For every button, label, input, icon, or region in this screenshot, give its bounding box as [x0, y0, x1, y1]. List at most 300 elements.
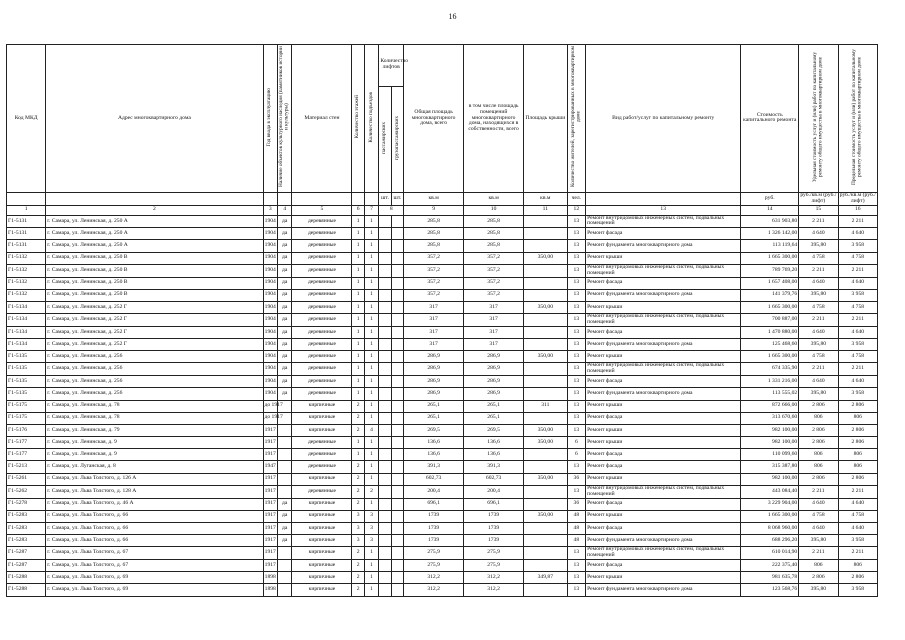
cell-entrances: 1	[364, 412, 378, 424]
cell-repair-cost: 313 670,60	[741, 412, 799, 424]
header-roof-area: Площадь крыши	[524, 45, 567, 193]
cell-address: г. Самара, ул. Льва Толстого, д. 67	[46, 560, 263, 572]
cell-residents: 48	[567, 522, 586, 534]
cell-entrances: 1	[364, 449, 378, 461]
cell-floors: 1	[352, 277, 364, 289]
cell-total-area: 602,73	[404, 473, 464, 485]
cell-address: г. Самара, ул. Льва Толстого, д. 69	[46, 572, 263, 584]
cell-elevators-passenger	[379, 510, 391, 522]
cell-repair-cost: 1 657 408,00	[741, 277, 799, 289]
table-row	[7, 572, 878, 584]
table-row	[7, 535, 878, 547]
cell-repair-cost: 982 100,00	[741, 473, 799, 485]
unit-cell	[277, 192, 291, 205]
unit-cell	[46, 192, 263, 205]
cell-elevators-passenger	[379, 363, 391, 376]
cell-unit-cost: 4 640	[799, 376, 838, 388]
cell-year: 1904	[263, 339, 277, 351]
cell-private-area: 357,2	[464, 277, 524, 289]
cell-roof-area	[524, 289, 567, 301]
cell-work-type: Ремонт внутридомовых инженерных систем, подвальных помещений	[586, 547, 741, 560]
cell-total-area: 136,6	[404, 437, 464, 449]
cell-roof-area	[524, 498, 567, 510]
table-row	[7, 437, 878, 449]
cell-private-area: 286,9	[464, 376, 524, 388]
cell-total-area: 286,9	[404, 363, 464, 376]
cell-year: до 1917	[263, 412, 277, 424]
cell-mkd-code: Г1-5132	[7, 277, 46, 289]
table-row	[7, 228, 878, 240]
cell-unit-cost: 4 758	[799, 510, 838, 522]
cell-total-area: 269,5	[404, 424, 464, 436]
cell-private-area: 1739	[464, 510, 524, 522]
cell-entrances: 1	[364, 314, 378, 327]
cell-elevators-passenger	[379, 461, 391, 473]
table-row	[7, 240, 878, 252]
cell-entrances: 1	[364, 301, 378, 313]
cell-wall-material: кирпичные	[292, 412, 352, 424]
cell-floors: 1	[352, 351, 364, 363]
cell-elevators-passenger	[379, 560, 391, 572]
cell-private-area: 357,2	[464, 252, 524, 264]
cell-roof-area	[524, 485, 567, 498]
cell-residents: 48	[567, 510, 586, 522]
cell-elevators-cargo	[391, 547, 403, 560]
cell-heritage	[277, 547, 291, 560]
column-number: 2	[46, 205, 263, 215]
column-number: 16	[838, 205, 877, 215]
cell-wall-material: деревянные	[292, 326, 352, 338]
cell-entrances: 1	[364, 584, 378, 596]
cell-unit-cost: 2 211	[799, 485, 838, 498]
cell-heritage: да	[277, 326, 291, 338]
cell-repair-cost: 1 665 300,00	[741, 301, 799, 313]
cell-elevators-passenger	[379, 437, 391, 449]
cell-year: 1947	[263, 461, 277, 473]
cell-unit-cost: 2 806	[799, 424, 838, 436]
cell-roof-area	[524, 314, 567, 327]
cell-elevators-passenger	[379, 473, 391, 485]
cell-mkd-code: Г1-5131	[7, 240, 46, 252]
cell-wall-material: кирпичные	[292, 584, 352, 596]
cell-elevators-cargo	[391, 339, 403, 351]
cell-unit-cost: 806	[799, 449, 838, 461]
cell-mkd-code: Г1-5132	[7, 264, 46, 277]
cell-unit-cost: 395,80	[799, 584, 838, 596]
cell-wall-material: деревянные	[292, 376, 352, 388]
cell-total-area: 1739	[404, 535, 464, 547]
cell-total-area: 285,8	[404, 240, 464, 252]
cell-unit-cost: 806	[799, 560, 838, 572]
cell-repair-cost: 1 326 142,00	[741, 228, 799, 240]
column-number: 14	[741, 205, 799, 215]
table-row	[7, 522, 878, 534]
cell-work-type: Ремонт внутридомовых инженерных систем, подвальных помещений	[586, 215, 741, 228]
cell-limit-cost: 3 958	[838, 289, 877, 301]
cell-total-area: 285,8	[404, 228, 464, 240]
cell-work-type: Ремонт фасада	[586, 412, 741, 424]
unit-cell	[263, 192, 277, 205]
cell-wall-material: кирпичные	[292, 510, 352, 522]
cell-limit-cost: 2 211	[838, 363, 877, 376]
capital-repair-table	[6, 44, 878, 597]
cell-floors: 1	[352, 363, 364, 376]
cell-address: г. Самара, ул. Льва Толстого, д. 67	[46, 547, 263, 560]
unit-cell	[364, 192, 378, 205]
cell-heritage: да	[277, 388, 291, 400]
header-private-area: в том числе площадь помещений многоквартирного дома, находящихся в собственности, всего	[464, 45, 524, 193]
cell-year: 1904	[263, 277, 277, 289]
table-row	[7, 215, 878, 228]
column-number: 8	[379, 205, 404, 215]
cell-address: г. Самара, ул. Ленинская, д. 256	[46, 376, 263, 388]
cell-entrances: 3	[364, 522, 378, 534]
cell-residents: 13	[567, 388, 586, 400]
cell-heritage: да	[277, 376, 291, 388]
header-code: Код МКД	[7, 45, 46, 193]
cell-residents: 13	[567, 363, 586, 376]
cell-address: г. Самара, ул. Льва Толстого, д. 66	[46, 510, 263, 522]
cell-floors: 2	[352, 572, 364, 584]
cell-residents: 13	[567, 228, 586, 240]
cell-elevators-cargo	[391, 277, 403, 289]
cell-mkd-code: Г1-5287	[7, 547, 46, 560]
cell-floors: 2	[352, 584, 364, 596]
unit-elev-c: шт.	[391, 192, 403, 205]
cell-unit-cost: 2 211	[799, 547, 838, 560]
unit-cell	[292, 192, 352, 205]
cell-total-area: 1739	[404, 510, 464, 522]
cell-elevators-cargo	[391, 510, 403, 522]
cell-private-area: 317	[464, 339, 524, 351]
cell-year: 1898	[263, 572, 277, 584]
cell-year: 1904	[263, 388, 277, 400]
cell-year: 1904	[263, 264, 277, 277]
cell-total-area: 286,9	[404, 388, 464, 400]
cell-repair-cost: 700 887,00	[741, 314, 799, 327]
cell-entrances: 1	[364, 560, 378, 572]
cell-mkd-code: Г1-5177	[7, 449, 46, 461]
cell-unit-cost: 395,80	[799, 388, 838, 400]
cell-residents: 13	[567, 351, 586, 363]
cell-roof-area	[524, 277, 567, 289]
cell-address: г. Самара, ул. Ленинская, д. 252 Г	[46, 314, 263, 327]
table-row	[7, 289, 878, 301]
cell-address: г. Самара, ул. Ленинская, д. 252 Г	[46, 326, 263, 338]
cell-private-area: 200,4	[464, 485, 524, 498]
column-number: 13	[586, 205, 741, 215]
cell-elevators-passenger	[379, 289, 391, 301]
cell-heritage: да	[277, 510, 291, 522]
cell-limit-cost: 4 640	[838, 376, 877, 388]
cell-floors: 1	[352, 388, 364, 400]
cell-heritage: да	[277, 301, 291, 313]
cell-wall-material: деревянные	[292, 215, 352, 228]
table-row	[7, 376, 878, 388]
cell-elevators-cargo	[391, 301, 403, 313]
cell-total-area: 1739	[404, 522, 464, 534]
cell-year: 1904	[263, 301, 277, 313]
cell-limit-cost: 4 640	[838, 498, 877, 510]
table-row	[7, 424, 878, 436]
cell-roof-area	[524, 215, 567, 228]
cell-repair-cost: 125 468,60	[741, 339, 799, 351]
cell-entrances: 1	[364, 240, 378, 252]
cell-elevators-cargo	[391, 252, 403, 264]
cell-work-type: Ремонт фундамента многоквартирного дома	[586, 289, 741, 301]
cell-elevators-cargo	[391, 449, 403, 461]
cell-total-area: 391,3	[404, 461, 464, 473]
table-row	[7, 461, 878, 473]
header-elevators: Количество лифтов	[379, 45, 404, 87]
cell-heritage: да	[277, 215, 291, 228]
cell-year: 1904	[263, 351, 277, 363]
cell-roof-area	[524, 461, 567, 473]
cell-address: г. Самара, ул. Ленинская, д. 250 В	[46, 289, 263, 301]
cell-year: 1904	[263, 376, 277, 388]
cell-limit-cost: 4 640	[838, 326, 877, 338]
cell-repair-cost: 141 379,76	[741, 289, 799, 301]
column-number: 1	[7, 205, 46, 215]
cell-mkd-code: Г1-5132	[7, 289, 46, 301]
cell-year: до 1917	[263, 400, 277, 412]
cell-mkd-code: Г1-5134	[7, 301, 46, 313]
cell-address: г. Самара, ул. Ленинская, д. 252 Г	[46, 339, 263, 351]
cell-elevators-passenger	[379, 301, 391, 313]
cell-unit-cost: 2 806	[799, 437, 838, 449]
cell-year: 1904	[263, 326, 277, 338]
cell-elevators-passenger	[379, 388, 391, 400]
cell-elevators-passenger	[379, 572, 391, 584]
cell-roof-area	[524, 228, 567, 240]
cell-roof-area	[524, 240, 567, 252]
cell-wall-material: деревянные	[292, 301, 352, 313]
cell-work-type: Ремонт фасада	[586, 522, 741, 534]
cell-heritage: да	[277, 351, 291, 363]
cell-limit-cost: 3 958	[838, 584, 877, 596]
table-row	[7, 485, 878, 498]
cell-address: г. Самара, ул. Льва Толстого, д. 69	[46, 584, 263, 596]
cell-total-area: 696,1	[404, 498, 464, 510]
cell-mkd-code: Г1-5131	[7, 228, 46, 240]
cell-roof-area: 350,00	[524, 473, 567, 485]
cell-residents: 13	[567, 264, 586, 277]
page-number: 16	[448, 12, 457, 21]
cell-total-area: 265,1	[404, 412, 464, 424]
cell-heritage: да	[277, 339, 291, 351]
cell-elevators-cargo	[391, 215, 403, 228]
cell-heritage	[277, 437, 291, 449]
cell-floors: 3	[352, 510, 364, 522]
cell-work-type: Ремонт внутридомовых инженерных систем, подвальных помещений	[586, 264, 741, 277]
cell-mkd-code: Г1-5175	[7, 412, 46, 424]
cell-floors: 2	[352, 424, 364, 436]
cell-address: г. Самара, ул. Ленинская, д. 250 В	[46, 277, 263, 289]
cell-wall-material: деревянные	[292, 277, 352, 289]
cell-private-area: 312,2	[464, 572, 524, 584]
cell-unit-cost: 395,80	[799, 339, 838, 351]
cell-address: г. Самара, ул. Ленинская, д. 250 А	[46, 228, 263, 240]
cell-year: 1917	[263, 437, 277, 449]
column-numbers-row	[7, 205, 878, 215]
cell-residents: 13	[567, 572, 586, 584]
cell-repair-cost: 113 555,02	[741, 388, 799, 400]
cell-floors: 2	[352, 547, 364, 560]
cell-private-area: 317	[464, 326, 524, 338]
cell-address: г. Самара, ул. Ленинская, д. 250 А	[46, 215, 263, 228]
cell-unit-cost: 2 806	[799, 572, 838, 584]
cell-entrances: 1	[364, 572, 378, 584]
cell-entrances: 1	[364, 547, 378, 560]
cell-roof-area: 350,00	[524, 351, 567, 363]
cell-total-area: 200,4	[404, 485, 464, 498]
column-number: 15	[799, 205, 838, 215]
cell-address: г. Самара, ул. Льва Толстого, д. 66	[46, 535, 263, 547]
cell-repair-cost: 222 375,40	[741, 560, 799, 572]
table-row	[7, 498, 878, 510]
cell-mkd-code: Г1-5134	[7, 314, 46, 327]
cell-unit-cost: 4 758	[799, 301, 838, 313]
cell-limit-cost: 806	[838, 560, 877, 572]
cell-entrances: 1	[364, 326, 378, 338]
cell-elevators-cargo	[391, 264, 403, 277]
cell-roof-area: 350,00	[524, 424, 567, 436]
cell-mkd-code: Г1-5288	[7, 572, 46, 584]
cell-entrances: 1	[364, 339, 378, 351]
cell-mkd-code: Г1-5288	[7, 584, 46, 596]
cell-mkd-code: Г1-5134	[7, 326, 46, 338]
header-residents: Количество жителей, зарегистрированных в многоквартирном доме	[567, 45, 586, 193]
table-row	[7, 264, 878, 277]
cell-elevators-cargo	[391, 314, 403, 327]
cell-elevators-passenger	[379, 412, 391, 424]
cell-elevators-cargo	[391, 461, 403, 473]
cell-elevators-passenger	[379, 277, 391, 289]
cell-work-type: Ремонт крыши	[586, 510, 741, 522]
cell-unit-cost: 4 640	[799, 326, 838, 338]
cell-residents: 13	[567, 289, 586, 301]
cell-private-area: 286,9	[464, 388, 524, 400]
cell-roof-area	[524, 363, 567, 376]
cell-repair-cost: 1 665 300,00	[741, 252, 799, 264]
cell-repair-cost: 8 068 960,00	[741, 522, 799, 534]
cell-elevators-cargo	[391, 400, 403, 412]
cell-roof-area	[524, 522, 567, 534]
cell-mkd-code: Г1-5134	[7, 339, 46, 351]
cell-private-area: 265,1	[464, 412, 524, 424]
cell-unit-cost: 395,80	[799, 240, 838, 252]
cell-private-area: 285,8	[464, 240, 524, 252]
cell-unit-cost: 395,80	[799, 289, 838, 301]
cell-entrances: 2	[364, 485, 378, 498]
cell-unit-cost: 4 640	[799, 277, 838, 289]
cell-elevators-cargo	[391, 412, 403, 424]
table-row	[7, 252, 878, 264]
cell-floors: 1	[352, 228, 364, 240]
cell-elevators-passenger	[379, 584, 391, 596]
cell-heritage	[277, 473, 291, 485]
cell-elevators-passenger	[379, 522, 391, 534]
cell-year: 1917	[263, 510, 277, 522]
cell-roof-area	[524, 388, 567, 400]
cell-heritage: да	[277, 363, 291, 376]
cell-work-type: Ремонт фундамента многоквартирного дома	[586, 535, 741, 547]
cell-wall-material: деревянные	[292, 388, 352, 400]
cell-limit-cost: 4 758	[838, 510, 877, 522]
cell-heritage	[277, 449, 291, 461]
cell-limit-cost: 4 758	[838, 301, 877, 313]
cell-work-type: Ремонт внутридомовых инженерных систем, подвальных помещений	[586, 485, 741, 498]
cell-elevators-cargo	[391, 351, 403, 363]
cell-total-area: 357,2	[404, 277, 464, 289]
cell-wall-material: деревянные	[292, 289, 352, 301]
cell-year: 1904	[263, 252, 277, 264]
cell-floors: 2	[352, 560, 364, 572]
column-number: 6	[352, 205, 364, 215]
cell-mkd-code: Г1-5283	[7, 522, 46, 534]
cell-wall-material: кирпичные	[292, 560, 352, 572]
cell-residents: 6	[567, 449, 586, 461]
cell-mkd-code: Г1-5177	[7, 437, 46, 449]
cell-residents: 13	[567, 560, 586, 572]
cell-elevators-passenger	[379, 240, 391, 252]
cell-floors: 2	[352, 461, 364, 473]
cell-residents: 13	[567, 277, 586, 289]
cell-work-type: Ремонт фасада	[586, 277, 741, 289]
cell-work-type: Ремонт крыши	[586, 301, 741, 313]
table-row	[7, 363, 878, 376]
cell-private-area: 265,1	[464, 400, 524, 412]
cell-repair-cost: 982 100,00	[741, 424, 799, 436]
cell-elevators-passenger	[379, 498, 391, 510]
cell-work-type: Ремонт фасада	[586, 461, 741, 473]
cell-limit-cost: 2 211	[838, 215, 877, 228]
cell-limit-cost: 4 758	[838, 252, 877, 264]
cell-work-type: Ремонт крыши	[586, 473, 741, 485]
unit-unit-cost: руб./кв.м (руб./лифт)	[800, 191, 837, 204]
cell-address: г. Самара, ул. Льва Толстого, д. 128 А	[46, 485, 263, 498]
cell-address: г. Самара, ул. Льва Толстого, д. 66	[46, 522, 263, 534]
unit-residents: чел.	[567, 192, 586, 205]
cell-floors: 2	[352, 485, 364, 498]
cell-address: г. Самара, ул. Льва Толстого, д. 46 А	[46, 498, 263, 510]
cell-residents: 13	[567, 584, 586, 596]
cell-unit-cost: 4 758	[799, 351, 838, 363]
cell-elevators-passenger	[379, 400, 391, 412]
cell-wall-material: деревянные	[292, 240, 352, 252]
cell-work-type: Ремонт фасада	[586, 228, 741, 240]
cell-address: г. Самара, ул. Льва Толстого, д. 126 А	[46, 473, 263, 485]
cell-elevators-passenger	[379, 252, 391, 264]
cell-work-type: Ремонт внутридомовых инженерных систем, подвальных помещений	[586, 363, 741, 376]
cell-mkd-code: Г1-5283	[7, 535, 46, 547]
unit-cell	[7, 192, 46, 205]
cell-floors: 1	[352, 289, 364, 301]
cell-floors: 3	[352, 522, 364, 534]
cell-entrances: 1	[364, 215, 378, 228]
cell-wall-material: деревянные	[292, 264, 352, 277]
cell-roof-area	[524, 560, 567, 572]
cell-floors: 1	[352, 301, 364, 313]
cell-year: 1917	[263, 522, 277, 534]
cell-floors: 1	[352, 314, 364, 327]
cell-address: г. Самара, ул. Ленинская, д. 250 А	[46, 240, 263, 252]
cell-repair-cost: 981 635,78	[741, 572, 799, 584]
cell-private-area: 1739	[464, 535, 524, 547]
column-number: 3	[263, 205, 277, 215]
unit-limit-cost: руб./кв.м (руб./лифт)	[839, 191, 876, 204]
cell-work-type: Ремонт крыши	[586, 424, 741, 436]
